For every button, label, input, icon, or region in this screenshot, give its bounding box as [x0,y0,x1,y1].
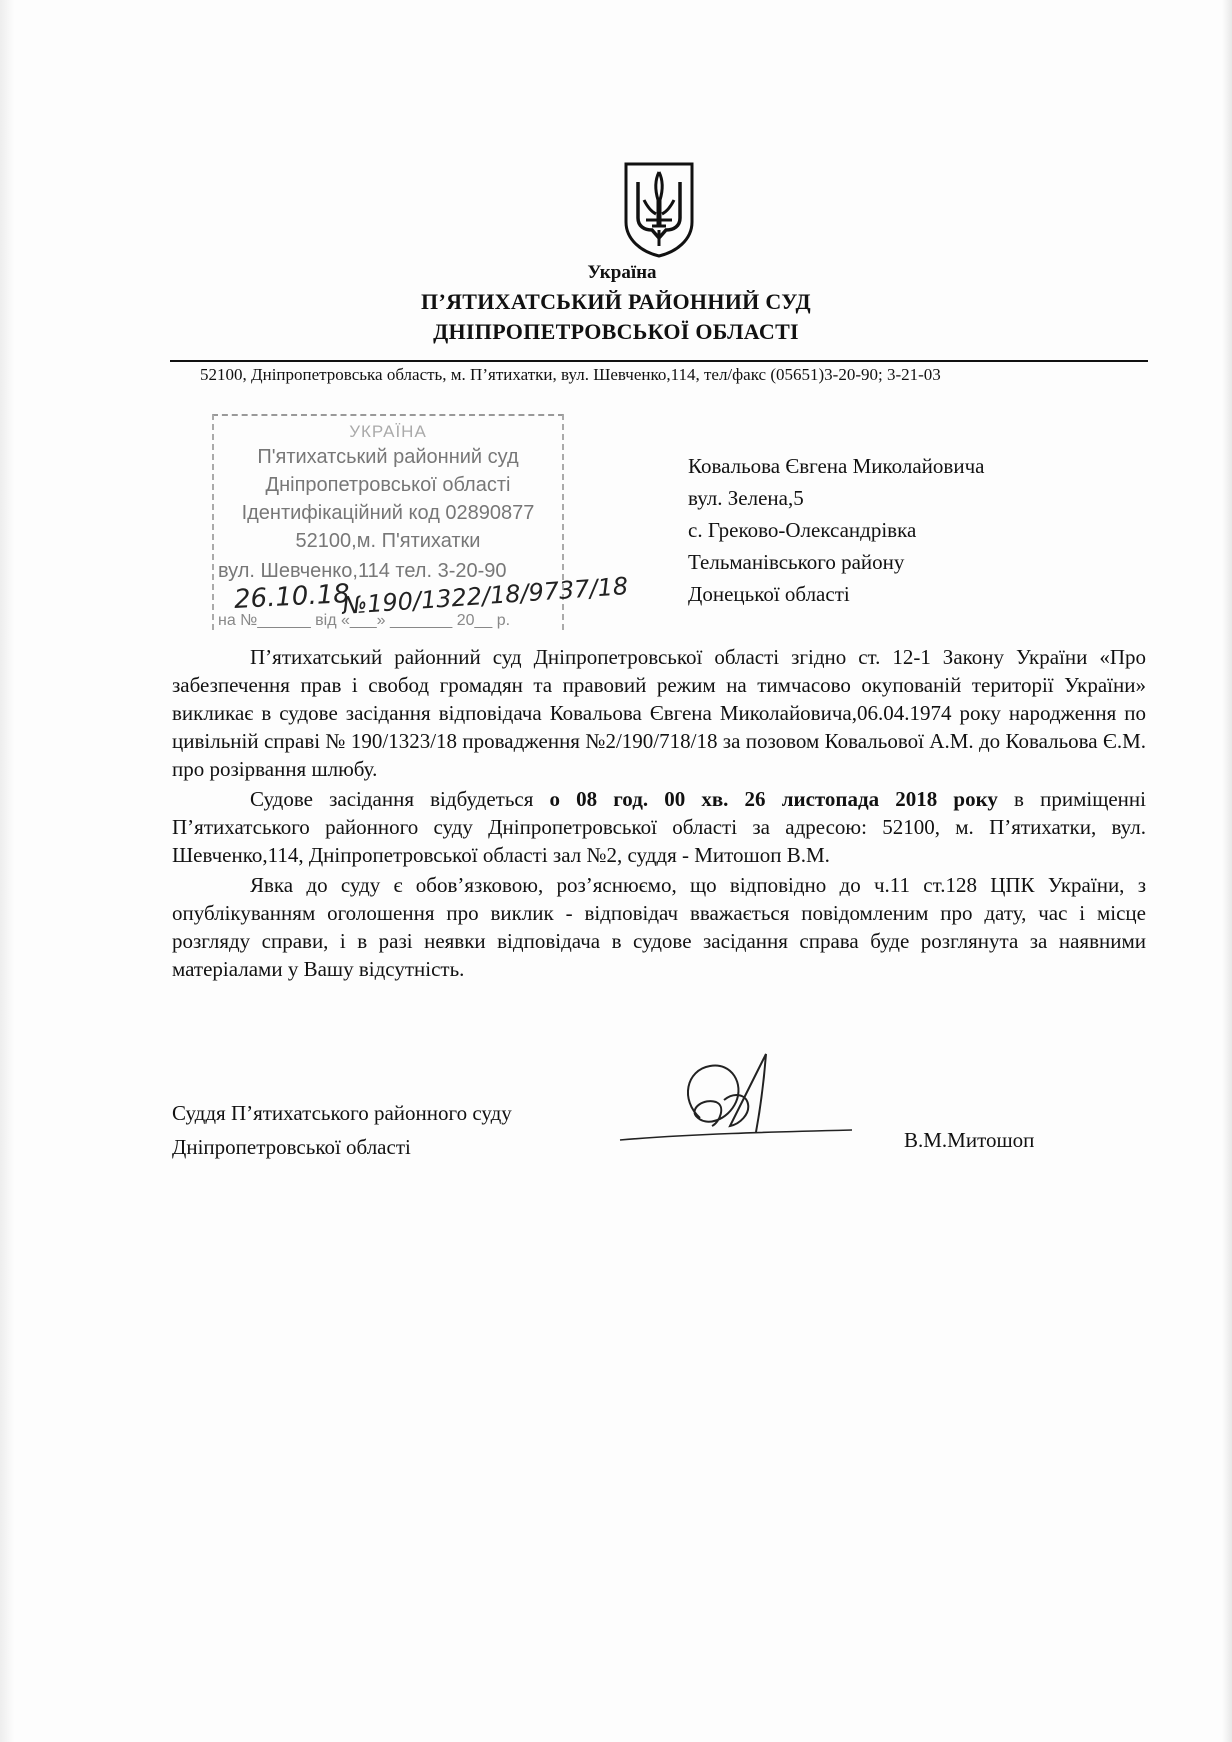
stamp-street: вул. Шевченко,114 тел. 3-20-90 [218,560,507,582]
stamp-region: Дніпропетровської області [265,474,511,496]
signatory-title-line2: Дніпропетровської області [172,1135,411,1159]
court-name-heading: П’ЯТИХАТСЬКИЙ РАЙОННИЙ СУД [421,289,811,314]
stamp-handwritten-reg-number: №190/1322/18/9737/18 [341,572,629,620]
recipient-village: с. Греково-Олександрівка [688,518,917,542]
registration-stamp [212,414,629,630]
hearing-datetime: о 08 год. 00 хв. 26 листопада 2018 року [549,787,998,811]
hearing-text-before: Судове засідання відбудеться [250,787,550,811]
recipient-oblast: Донецької області [688,582,850,606]
stamp-court: П'ятихатський районний суд [257,446,519,468]
body-paragraph-summons: П’ятихатський районний суд Дніпропетровської області згідно ст. 12-1 Закону України «Про забезпечення прав і свобод громадян та правовий режим на тимчасово окупованій території України» викликає в судове засідання відповідача Ковальова Євгена Миколайовича,06.04.1974 року народження по цивільній справі № 190/1323/18 провадження №2/190/718/18 за позовом Ковальової А.М. до Ковальова Є.М. про розірвання шлюбу. [172,645,1146,781]
judge-name: В.М.Митошоп [904,1128,1035,1152]
signatory-title [172,1096,512,1164]
handwritten-signature [600,1040,860,1180]
stamp-city: 52100,м. П'ятихатки [295,530,481,552]
stamp-handwritten-date: 26.10.18 [233,578,351,616]
recipient-street: вул. Зелена,5 [688,486,804,510]
letterhead-divider [170,360,1148,362]
recipient-address-block [688,450,984,610]
country-heading: Україна [587,262,657,283]
region-heading: ДНІПРОПЕТРОВСЬКОЇ ОБЛАСТІ [433,319,799,344]
letter-body [172,643,1146,983]
court-address: 52100, Дніпропетровська область, м. П’ятихатки, вул. Шевченко,114, тел/факс (05651)3-20-90; 3-21-03 [200,365,941,384]
recipient-district: Тельманівського району [688,550,905,574]
body-paragraph-hearing [172,785,1146,869]
body-paragraph-attendance: Явка до суду є обов’язковою, роз’яснюємо, що відповідно до ч.11 ст.128 ЦПК України, з опублікуванням оголошення про виклик - відповідач вважається повідомленим про дату, час і місце розгляду справи, і в разі неявки відповідача в судове засідання справа буде розглянута за наявними матеріалами у Вашу відсутність. [172,873,1146,981]
trident-emblem-icon [622,160,696,258]
hearing-text-after: в приміщенні П’ятихатського районного суду Дніпропетровської області за адресою: 52100, м. П’ятихатки, вул. Шевченко,114, Дніпропетровської області зал №2, суддя - Митошоп В.М. [172,787,1146,867]
stamp-country: УКРАЇНА [349,422,427,441]
recipient-name: Ковальова Євгена Миколайовича [688,454,985,478]
stamp-reference-line: на №______ від «___» _______ 20__ р. [218,612,511,629]
stamp-id-code: Ідентифікаційний код 02890877 [241,502,535,524]
signatory-title-line1: Суддя П’ятихатського районного суду [172,1101,512,1125]
